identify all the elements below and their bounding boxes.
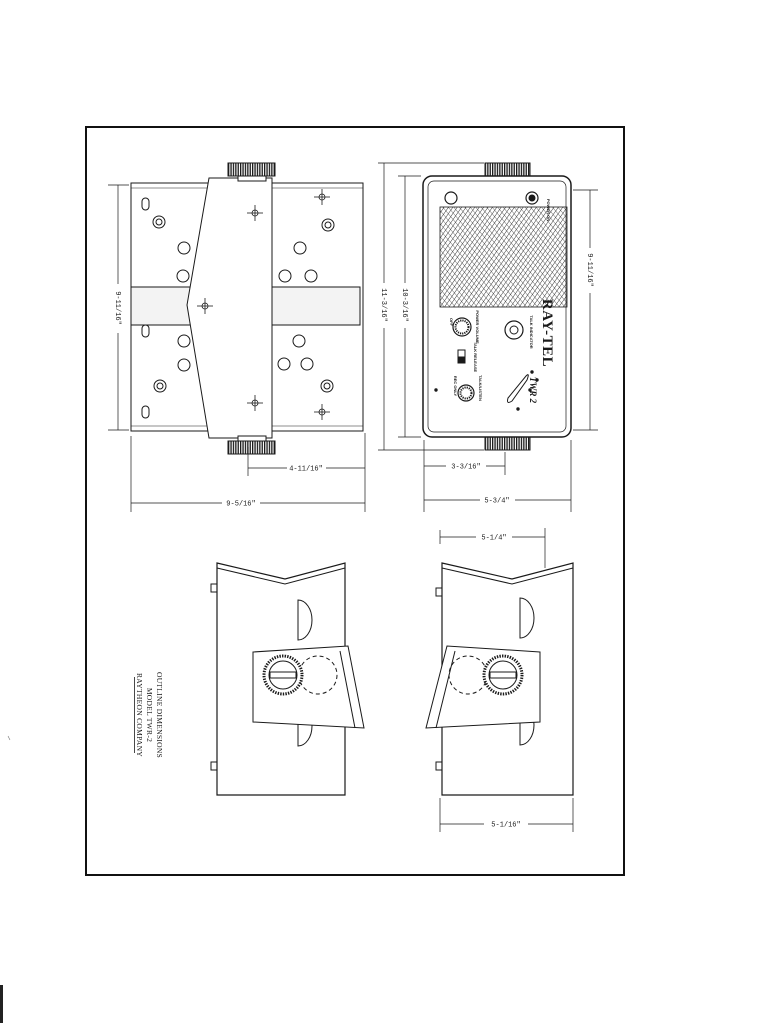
- dim-side-top-width: 5-1/4": [481, 534, 507, 543]
- title-block: [135, 672, 165, 758]
- dim-front-body-height: 10-3/16": [400, 288, 409, 322]
- panel-dot: [531, 371, 533, 373]
- panel-dot: [435, 389, 437, 391]
- panel-dot: [517, 408, 519, 410]
- side-tab: [436, 762, 442, 770]
- vent-hole: [294, 242, 306, 254]
- side-view-left: [211, 563, 364, 795]
- mounting-slot: [142, 198, 149, 210]
- side-tab: [436, 588, 442, 596]
- bottom-knob: [485, 437, 530, 450]
- vent-hole: [178, 242, 190, 254]
- mounting-hole: [322, 219, 334, 231]
- brand-logo-text: RAY-TEL: [539, 298, 555, 368]
- vent-hole: [305, 270, 317, 282]
- scan-edge-mark: [0, 985, 3, 1023]
- label-power-on: POWER ON: [546, 198, 551, 222]
- crosshair-marker: [314, 189, 330, 205]
- vent-hole: [178, 359, 190, 371]
- vent-hole: [279, 270, 291, 282]
- mounting-hole: [321, 380, 333, 392]
- top-view: [131, 163, 363, 454]
- vent-hole: [301, 358, 313, 370]
- mounting-hole-inner: [325, 222, 331, 228]
- dim-top-view-height: 9-11/16": [113, 291, 122, 325]
- label-talk-listen: TALK/LISTEN: [478, 375, 483, 401]
- side-view-top-plate: [442, 568, 573, 584]
- bracket-plate: [426, 646, 540, 728]
- vent-hole: [278, 358, 290, 370]
- top-knob: [485, 163, 530, 176]
- model-label: TWR 2: [528, 376, 538, 404]
- side-cutout: [298, 600, 312, 640]
- mounting-hole: [153, 216, 165, 228]
- vent-hole: [178, 335, 190, 347]
- dim-front-case-height: 9-11/16": [585, 253, 594, 287]
- dim-front-overall-height: 11-3/16": [379, 288, 388, 322]
- side-cutout: [520, 598, 534, 638]
- title-line-company: RAYTHEON COMPANY: [135, 672, 144, 758]
- bottom-knob: [228, 441, 275, 454]
- side-view-right: [426, 563, 573, 795]
- speaker-grille-crosshatch: [440, 207, 567, 307]
- top-knob-base: [238, 176, 266, 181]
- side-view-top-plate: [217, 568, 345, 584]
- label-power-volume: POWER VOLUME: [475, 310, 480, 344]
- talk-release-switch-toggle: [458, 357, 465, 363]
- mounting-slot: [142, 325, 149, 337]
- mounting-bracket: [187, 178, 272, 438]
- bottom-knob-base: [238, 436, 266, 441]
- label-off: OFF: [449, 318, 454, 326]
- side-tab: [211, 584, 217, 592]
- mounting-hole-inner: [157, 383, 163, 389]
- top-knob: [228, 163, 275, 176]
- label-talk-release: TALK RELEASE: [473, 341, 478, 373]
- dim-top-view-width: 9-5/16": [226, 500, 256, 509]
- label-talk-indicator: TALK INDICATOR: [529, 315, 534, 349]
- mounting-hole: [154, 380, 166, 392]
- dim-side-base-width: 5-1/16": [491, 821, 521, 830]
- title-line-model: MODEL TWR-2: [145, 687, 154, 743]
- crosshair-marker: [314, 404, 330, 420]
- dim-front-knob-offset: 3-3/16": [451, 463, 481, 472]
- vent-hole: [293, 335, 305, 347]
- side-tab: [211, 762, 217, 770]
- vent-hole: [177, 270, 189, 282]
- dim-top-view-offset: 4-11/16": [289, 465, 323, 474]
- label-rec-only: REC ONLY: [453, 375, 458, 397]
- mounting-hole-inner: [324, 383, 330, 389]
- mounting-hole-inner: [156, 219, 162, 225]
- dim-front-width: 5-3/4": [484, 497, 510, 506]
- scan-speck: [8, 736, 10, 740]
- mounting-slot: [142, 406, 149, 418]
- power-on-lamp-center: [529, 195, 535, 201]
- title-line-outline-dimensions: OUTLINE DIMENSIONS: [155, 671, 164, 759]
